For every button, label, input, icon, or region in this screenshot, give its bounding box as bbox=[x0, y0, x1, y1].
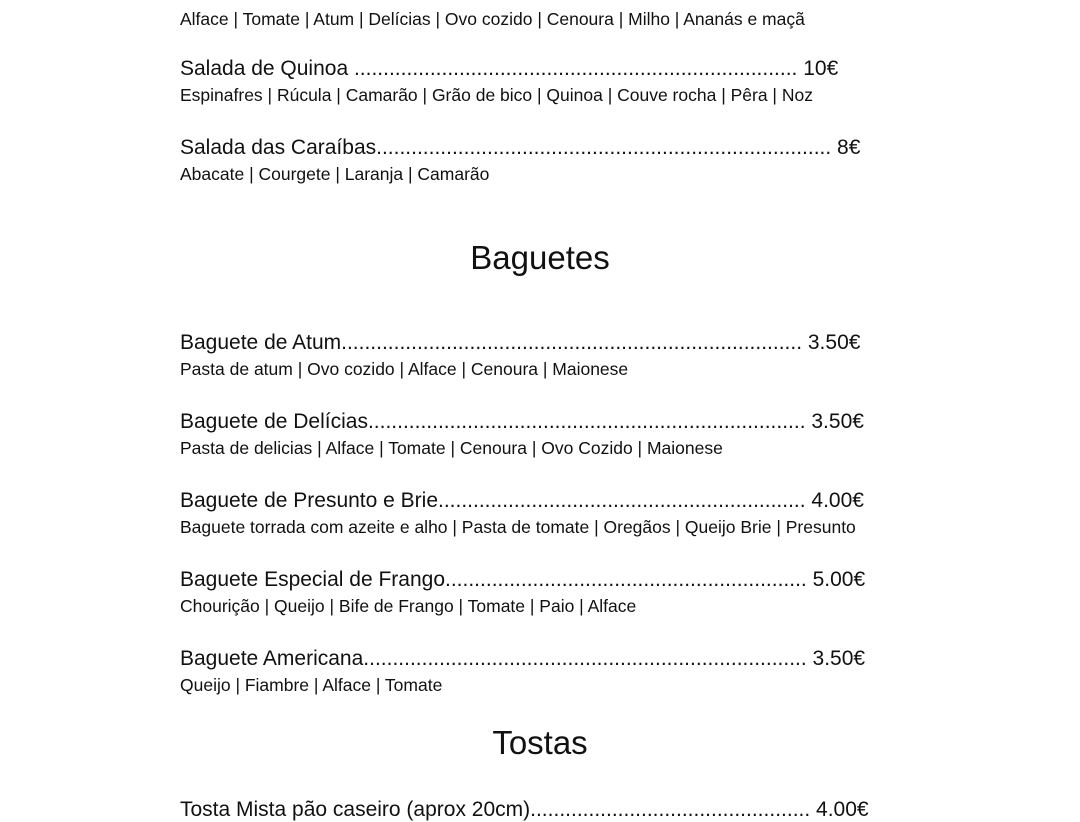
menu-item-description: Alface | Tomate | Atum | Delícias | Ovo cozido | Cenoura | Milho | Ananás e maçã bbox=[180, 9, 805, 29]
menu-item-baguete-presunto-brie bbox=[180, 489, 864, 537]
menu-item-line: Baguete Especial de Frango.............................................................. 5.00€ bbox=[180, 568, 866, 591]
menu-item-description: Pasta de delicias | Alface | Tomate | Cenoura | Ovo Cozido | Maionese bbox=[180, 438, 723, 458]
menu-item-baguete-atum bbox=[180, 331, 860, 379]
menu-item-description: Queijo | Fiambre | Alface | Tomate bbox=[180, 675, 443, 695]
menu-item-baguete-delicias bbox=[180, 410, 864, 458]
section-heading-baguetes: Baguetes bbox=[470, 239, 610, 276]
menu-item-baguete-americana bbox=[180, 647, 865, 695]
menu-item-line: Salada das Caraíbas.............................................................................. 8€ bbox=[180, 136, 861, 159]
menu-item-description: Abacate | Courgete | Laranja | Camarão bbox=[180, 164, 490, 184]
menu-item-line: Baguete Americana............................................................................ 3.50€ bbox=[180, 647, 866, 670]
menu-item-line: Salada de Quinoa ............................................................................ 10€ bbox=[180, 57, 839, 80]
menu-item-salada-caraibas bbox=[180, 136, 860, 184]
menu-item-description: Chourição | Queijo | Bife de Frango | Tomate | Paio | Alface bbox=[180, 596, 637, 616]
menu-item-baguete-especial-frango bbox=[180, 568, 865, 616]
menu-item-line: Baguete de Atum............................................................................... 3.50€ bbox=[180, 331, 861, 354]
menu-item-line: Tosta Mista pão caseiro (aprox 20cm)................................................ 4.00€ bbox=[180, 798, 869, 821]
section-heading-tostas: Tostas bbox=[492, 724, 588, 761]
menu-item-description: Espinafres | Rúcula | Camarão | Grão de bico | Quinoa | Couve rocha | Pêra | Noz bbox=[180, 85, 813, 105]
menu-item-description: Baguete torrada com azeite e alho | Pasta de tomate | Oregãos | Queijo Brie | Presunto bbox=[180, 517, 856, 537]
menu-item-description: Pasta de atum | Ovo cozido | Alface | Cenoura | Maionese bbox=[180, 359, 629, 379]
menu-item-line: Baguete de Presunto e Brie............................................................... 4.00€ bbox=[180, 489, 864, 512]
menu-item-salada-quinoa bbox=[180, 57, 838, 105]
menu-item-line: Baguete de Delícias........................................................................... 3.50€ bbox=[180, 410, 864, 433]
